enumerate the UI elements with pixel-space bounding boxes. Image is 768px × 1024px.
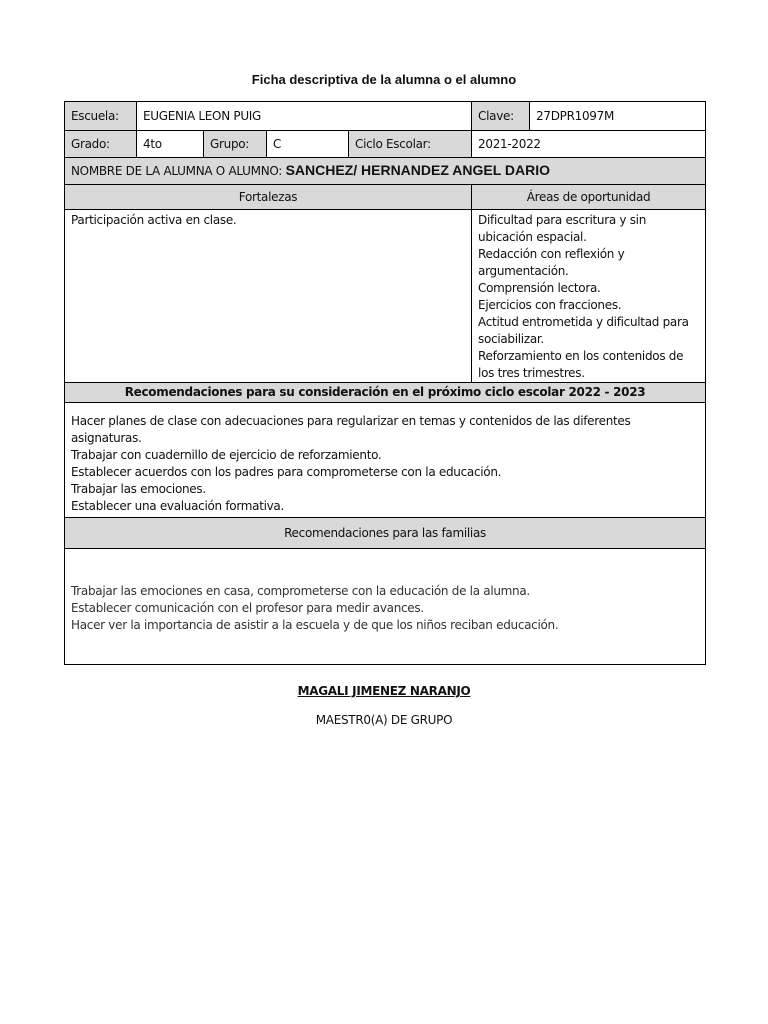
school-value: EUGENIA LEON PUIG — [137, 102, 472, 131]
school-row — [65, 102, 706, 131]
family-recommendations-row — [65, 549, 706, 665]
key-value: 27DPR1097M — [530, 102, 706, 131]
student-name: SANCHEZ/ HERNANDEZ ANGEL DARIO — [285, 162, 551, 178]
student-name-label: NOMBRE DE LA ALUMNA O ALUMNO: — [71, 164, 283, 178]
strengths-text: Participación activa en clase. — [65, 210, 472, 383]
strengths-header: Fortalezas — [65, 185, 472, 210]
student-name-row — [65, 158, 706, 185]
teacher-name: MAGALI JIMENEZ NARANJO — [297, 684, 471, 698]
group-label: Grupo: — [204, 131, 267, 158]
school-recommendations-row — [65, 403, 706, 518]
group-value: C — [267, 131, 349, 158]
teacher-role: MAESTR0(A) DE GRUPO — [315, 713, 453, 727]
family-recommendations-header-row — [65, 518, 706, 549]
school-label: Escuela: — [65, 102, 137, 131]
cycle-label: Ciclo Escolar: — [349, 131, 472, 158]
document-title: Ficha descriptiva de la alumna o el alumno — [251, 72, 517, 87]
school-recommendations-header: Recomendaciones para su consideración en el próximo ciclo escolar 2022 - 2023 — [65, 383, 706, 403]
family-recommendations-header: Recomendaciones para las familias — [65, 518, 706, 549]
cycle-value: 2021-2022 — [472, 131, 706, 158]
family-recommendations-text: Trabajar las emociones en casa, comprometerse con la educación de la alumna. Establecer comunicación con el profesor para medir avances. Hacer ver la importancia de asistir a la escuela y de que los niños reciban educación. — [65, 549, 706, 665]
grade-row — [65, 131, 706, 158]
student-record-table — [64, 101, 706, 665]
strengths-content-row — [65, 210, 706, 383]
school-recommendations-header-row — [65, 383, 706, 403]
grade-label: Grado: — [65, 131, 137, 158]
opportunities-header: Áreas de oportunidad — [472, 185, 706, 210]
school-recommendations-text: Hacer planes de clase con adecuaciones para regularizar en temas y contenidos de las diferentes asignaturas. Trabajar con cuadernillo de ejercicio de reforzamiento. Establecer acuerdos con los padres para comprometerse con la educación. Trabajar las emociones. Establecer una evaluación formativa. — [65, 403, 706, 518]
strengths-header-row — [65, 185, 706, 210]
student-name-cell — [65, 158, 706, 185]
grade-value: 4to — [137, 131, 204, 158]
opportunities-text: Dificultad para escritura y sin ubicación espacial. Redacción con reflexión y argumentación. Comprensión lectora. Ejercicios con fracciones. Actitud entrometida y dificultad para sociabilizar. Reforzamiento en los contenidos de los tres trimestres. — [472, 210, 706, 383]
key-label: Clave: — [472, 102, 530, 131]
